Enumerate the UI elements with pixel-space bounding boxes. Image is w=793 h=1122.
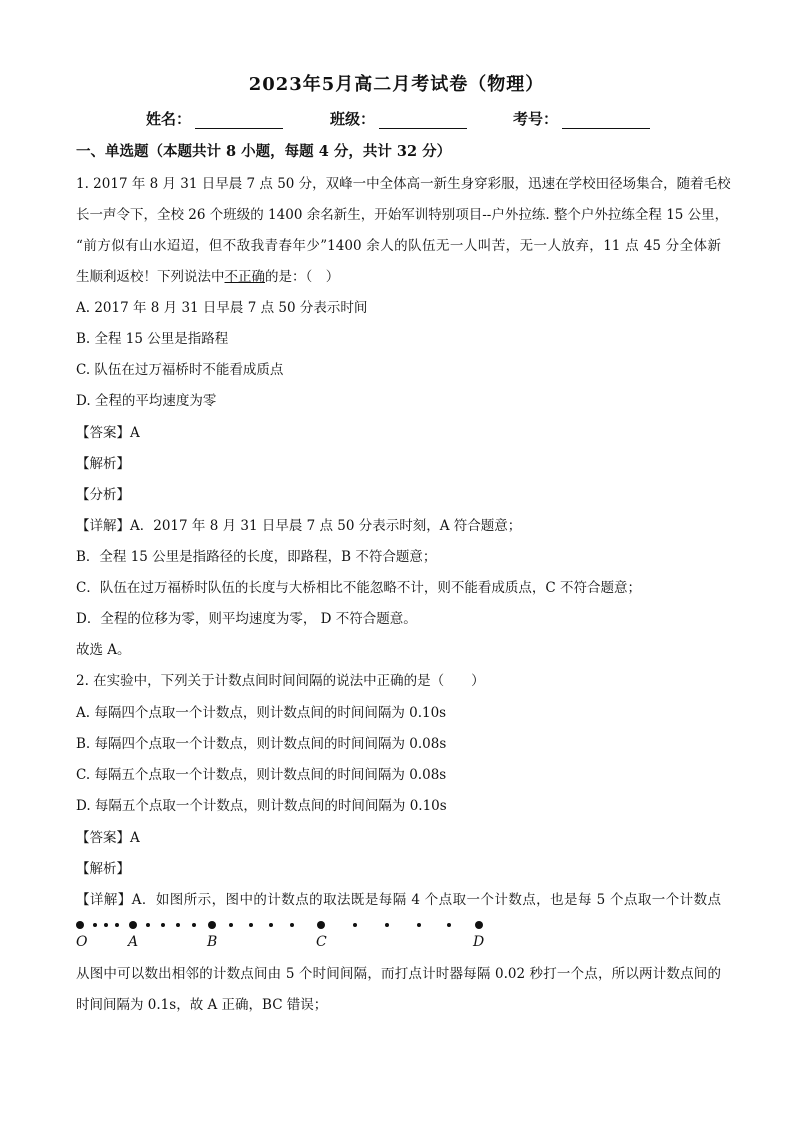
timer-dot-14 <box>447 923 451 927</box>
timer-dot-13 <box>417 923 421 927</box>
class-blank[interactable] <box>379 112 467 129</box>
timer-dot-10 <box>290 923 294 927</box>
class-field <box>330 108 467 129</box>
q1-detail-a: 【详解】A．2017 年 8 月 31 日早晨 7 点 50 分表示时刻，A 符合题意； <box>76 518 522 534</box>
section-heading: 一、单选题（本题共计 8 小题，每题 4 分，共计 32 分） <box>76 143 452 160</box>
dot-group <box>76 921 483 929</box>
count-point-dot-4 <box>475 921 483 929</box>
q1-stem-line-4 <box>76 265 339 285</box>
timer-dot-5 <box>176 923 180 927</box>
q1-option-b: B. 全程 15 公里是指路程 <box>76 331 229 347</box>
q1-conclusion: 故选 A。 <box>76 642 131 658</box>
timer-dot-3 <box>146 923 150 927</box>
q1-fenxi-label: 【分析】 <box>76 487 130 503</box>
q2-option-b: B. 每隔四个点取一个计数点，则计数点间的时间间隔为 0.08s <box>76 736 447 752</box>
q1-stem-end: 的是：（ ） <box>265 269 340 285</box>
q2-detail-line-2: 从图中可以数出相邻的计数点间由 5 个时间间隔，而打点计时器每隔 0.02 秒打一个点，所以两计数点间的 <box>76 966 721 982</box>
q2-detail-line-1: 【详解】A．如图所示，图中的计数点的取法既是每隔 4 个点取一个计数点，也是每 5 个点取一个计数点 <box>76 892 721 908</box>
count-point-dot-0 <box>76 921 84 929</box>
q2-option-c: C. 每隔五个点取一个计数点，则计数点间的时间间隔为 0.08s <box>76 767 447 783</box>
timer-dot-2 <box>115 923 119 927</box>
q1-detail-c: C．队伍在过万福桥时队伍的长度与大桥相比不能忽略不计，则不能看成质点，C 不符合题意； <box>76 580 641 596</box>
id-label: 考号： <box>513 110 559 128</box>
timer-dot-6 <box>192 923 196 927</box>
id-blank[interactable] <box>562 112 650 129</box>
q2-stem: 2. 在实验中，下列关于计数点间时间间隔的说法中正确的是（ ） <box>76 673 485 689</box>
q1-analysis-label: 【解析】 <box>76 456 130 472</box>
dot-label-d: D <box>473 934 485 950</box>
name-label: 姓名： <box>146 110 192 128</box>
timer-dot-1 <box>104 923 108 927</box>
q2-analysis-label: 【解析】 <box>76 861 130 877</box>
q1-option-d: D. 全程的平均速度为零 <box>76 393 217 409</box>
timer-dot-4 <box>161 923 165 927</box>
timer-dot-12 <box>385 923 389 927</box>
class-label: 班级： <box>330 110 376 128</box>
timer-dot-11 <box>353 923 357 927</box>
q1-stem-line-2: 长一声令下，全校 26 个班级的 1400 余名新生，开始军训特别项目--户外拉练. 整个户外拉练全程 15 公里， <box>76 207 729 223</box>
dot-label-a: A <box>128 934 139 950</box>
timer-dot-9 <box>269 923 273 927</box>
timer-dot-8 <box>249 923 253 927</box>
id-field <box>513 108 650 129</box>
q1-answer: 【答案】A <box>76 425 140 441</box>
count-point-dot-2 <box>208 921 216 929</box>
count-point-dot-1 <box>129 921 137 929</box>
q2-option-d: D. 每隔五个点取一个计数点，则计数点间的时间间隔为 0.10s <box>76 798 447 814</box>
timer-dot-0 <box>93 923 97 927</box>
q1-option-a: A. 2017 年 8 月 31 日早晨 7 点 50 分表示时间 <box>76 300 368 316</box>
q1-stem-line-1: 1. 2017 年 8 月 31 日早晨 7 点 50 分，双峰一中全体高一新生身穿彩服，迅速在学校田径场集合，随着毛校 <box>76 176 731 192</box>
q1-stem-line-3: “前方似有山水迢迢，但不敌我青春年少”1400 余人的队伍无一人叫苦，无一人放弃，11 点 45 分全体新 <box>76 238 721 254</box>
timer-dot-7 <box>229 923 233 927</box>
q2-answer: 【答案】A <box>76 830 140 846</box>
name-field <box>146 108 283 129</box>
q1-stem-emphasis: 不正确 <box>224 269 265 285</box>
count-point-dot-3 <box>317 921 325 929</box>
exam-title: 2023年5月高二月考试卷（物理） <box>248 74 545 95</box>
dot-label-b: B <box>207 934 218 950</box>
q2-option-a: A. 每隔四个点取一个计数点，则计数点间的时间间隔为 0.10s <box>76 705 447 721</box>
q1-stem-text: 生顺利返校！下列说法中 <box>76 269 225 285</box>
q1-option-c: C. 队伍在过万福桥时不能看成质点 <box>76 362 284 378</box>
dot-label-o: O <box>76 934 88 950</box>
q1-detail-b: B．全程 15 公里是指路径的长度，即路程，B 不符合题意； <box>76 549 437 565</box>
dot-label-c: C <box>316 934 327 950</box>
name-blank[interactable] <box>195 112 283 129</box>
student-info-row <box>0 108 793 130</box>
q1-detail-d: D．全程的位移为零，则平均速度为零， D 不符合题意。 <box>76 611 417 627</box>
q2-detail-line-3: 时间间隔为 0.1s，故 A 正确，BC 错误； <box>76 997 328 1013</box>
